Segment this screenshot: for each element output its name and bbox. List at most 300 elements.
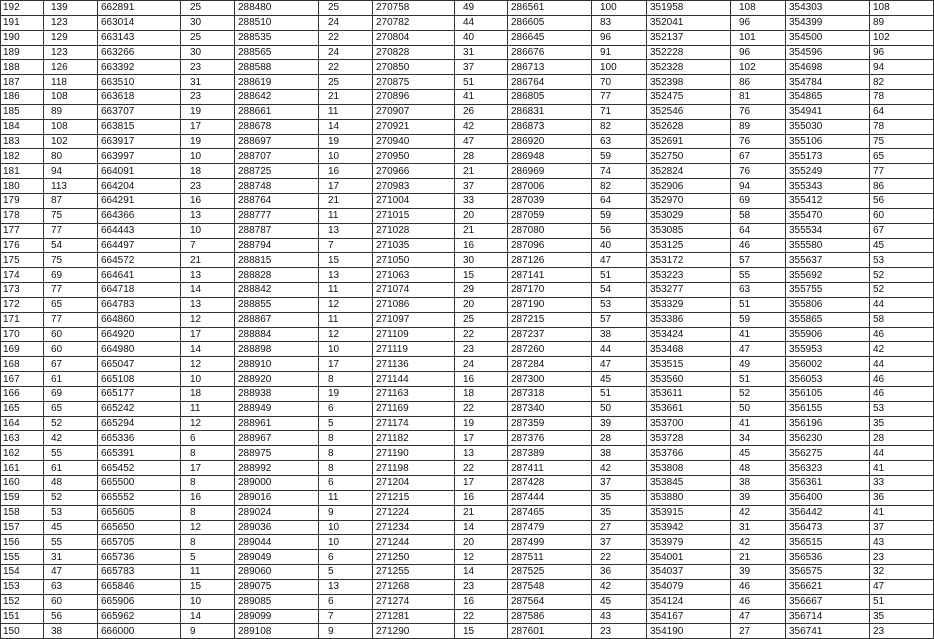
table-cell: 355637: [786, 253, 870, 268]
table-cell: 356155: [786, 401, 870, 416]
table-cell: 102: [870, 30, 934, 45]
table-cell: 287170: [508, 283, 592, 298]
table-cell: 289075: [235, 579, 319, 594]
score-cell: 191: [1, 15, 44, 30]
table-cell: 288764: [235, 193, 319, 208]
table-cell: 352824: [647, 164, 731, 179]
score-cell: 152: [1, 594, 44, 609]
score-cell: 158: [1, 505, 44, 520]
table-cell: 31: [731, 520, 786, 535]
table-cell: 24: [319, 15, 373, 30]
table-cell: 10: [181, 149, 235, 164]
score-cell: 156: [1, 535, 44, 550]
table-cell: 41: [731, 327, 786, 342]
table-cell: 19: [319, 134, 373, 149]
table-cell: 356473: [786, 520, 870, 535]
table-cell: 270896: [373, 90, 455, 105]
table-cell: 44: [870, 297, 934, 312]
table-cell: 15: [455, 624, 508, 639]
table-cell: 287411: [508, 461, 592, 476]
table-cell: 354167: [647, 609, 731, 624]
table-cell: 54: [44, 238, 98, 253]
table-cell: 61: [44, 461, 98, 476]
table-cell: 287376: [508, 431, 592, 446]
table-cell: 14: [319, 119, 373, 134]
table-row: [1, 446, 934, 461]
table-cell: 6: [319, 401, 373, 416]
score-cell: 175: [1, 253, 44, 268]
table-cell: 21: [181, 253, 235, 268]
table-cell: 82: [592, 119, 647, 134]
table-cell: 664443: [98, 223, 181, 238]
table-cell: 17: [319, 357, 373, 372]
table-cell: 12: [181, 520, 235, 535]
table-cell: 51: [870, 594, 934, 609]
table-cell: 12: [181, 416, 235, 431]
table-cell: 123: [44, 45, 98, 60]
table-cell: 37: [455, 179, 508, 194]
table-cell: 353515: [647, 357, 731, 372]
table-cell: 108: [870, 1, 934, 16]
table-cell: 13: [181, 297, 235, 312]
table-cell: 271136: [373, 357, 455, 372]
table-row: [1, 609, 934, 624]
table-cell: 289085: [235, 594, 319, 609]
table-cell: 353611: [647, 386, 731, 401]
table-cell: 288661: [235, 104, 319, 119]
table-cell: 356105: [786, 386, 870, 401]
table-cell: 8: [181, 505, 235, 520]
table-row: [1, 15, 934, 30]
table-cell: 352041: [647, 15, 731, 30]
score-cell: 162: [1, 446, 44, 461]
table-cell: 56: [592, 223, 647, 238]
table-cell: 30: [181, 15, 235, 30]
table-cell: 289000: [235, 476, 319, 491]
table-cell: 355412: [786, 193, 870, 208]
score-cell: 177: [1, 223, 44, 238]
table-cell: 270983: [373, 179, 455, 194]
table-cell: 665906: [98, 594, 181, 609]
table-cell: 22: [455, 327, 508, 342]
table-cell: 355343: [786, 179, 870, 194]
table-cell: 353029: [647, 208, 731, 223]
table-cell: 37: [592, 476, 647, 491]
table-cell: 64: [731, 223, 786, 238]
table-cell: 42: [870, 342, 934, 357]
table-cell: 352137: [647, 30, 731, 45]
table-cell: 663815: [98, 119, 181, 134]
table-cell: 356196: [786, 416, 870, 431]
table-cell: 76: [731, 164, 786, 179]
table-cell: 40: [592, 238, 647, 253]
table-cell: 23: [181, 179, 235, 194]
table-cell: 41: [870, 505, 934, 520]
table-cell: 23: [870, 550, 934, 565]
table-cell: 76: [731, 134, 786, 149]
table-row: [1, 386, 934, 401]
table-cell: 47: [44, 565, 98, 580]
table-cell: 355249: [786, 164, 870, 179]
table-cell: 13: [319, 223, 373, 238]
table-cell: 81: [731, 90, 786, 105]
table-cell: 86: [731, 75, 786, 90]
table-cell: 352546: [647, 104, 731, 119]
table-cell: 665108: [98, 372, 181, 387]
table-row: [1, 208, 934, 223]
table-cell: 355953: [786, 342, 870, 357]
table-cell: 665177: [98, 386, 181, 401]
table-row: [1, 372, 934, 387]
table-cell: 356536: [786, 550, 870, 565]
table-cell: 352691: [647, 134, 731, 149]
table-cell: 12: [319, 327, 373, 342]
table-cell: 353223: [647, 268, 731, 283]
table-cell: 42: [592, 461, 647, 476]
table-cell: 354037: [647, 565, 731, 580]
table-cell: 353085: [647, 223, 731, 238]
table-cell: 663997: [98, 149, 181, 164]
table-cell: 289049: [235, 550, 319, 565]
table-cell: 289016: [235, 490, 319, 505]
table-cell: 354784: [786, 75, 870, 90]
table-cell: 102: [731, 60, 786, 75]
table-cell: 61: [44, 372, 98, 387]
table-cell: 287215: [508, 312, 592, 327]
score-cell: 185: [1, 104, 44, 119]
table-cell: 46: [731, 594, 786, 609]
table-cell: 356714: [786, 609, 870, 624]
score-cell: 189: [1, 45, 44, 60]
table-cell: 287126: [508, 253, 592, 268]
table-cell: 51: [731, 297, 786, 312]
table-cell: 287318: [508, 386, 592, 401]
table-row: [1, 624, 934, 639]
table-cell: 288992: [235, 461, 319, 476]
table-cell: 44: [870, 446, 934, 461]
table-cell: 665605: [98, 505, 181, 520]
table-cell: 663707: [98, 104, 181, 119]
table-cell: 664783: [98, 297, 181, 312]
score-cell: 163: [1, 431, 44, 446]
table-cell: 44: [592, 342, 647, 357]
table-cell: 18: [181, 386, 235, 401]
table-cell: 663014: [98, 15, 181, 30]
table-cell: 666000: [98, 624, 181, 639]
table-cell: 271063: [373, 268, 455, 283]
table-cell: 25: [319, 1, 373, 16]
score-cell: 164: [1, 416, 44, 431]
table-cell: 51: [592, 268, 647, 283]
table-cell: 25: [181, 30, 235, 45]
table-cell: 60: [44, 327, 98, 342]
table-cell: 664204: [98, 179, 181, 194]
table-cell: 39: [731, 490, 786, 505]
table-cell: 21: [455, 505, 508, 520]
table-cell: 356230: [786, 431, 870, 446]
table-cell: 354001: [647, 550, 731, 565]
table-cell: 7: [181, 238, 235, 253]
table-cell: 46: [870, 327, 934, 342]
table-cell: 286831: [508, 104, 592, 119]
table-cell: 271169: [373, 401, 455, 416]
table-cell: 36: [870, 490, 934, 505]
table-cell: 287237: [508, 327, 592, 342]
table-cell: 32: [870, 565, 934, 580]
table-cell: 355470: [786, 208, 870, 223]
table-cell: 355534: [786, 223, 870, 238]
table-cell: 18: [181, 164, 235, 179]
table-cell: 8: [319, 461, 373, 476]
table-cell: 59: [731, 312, 786, 327]
table-cell: 663618: [98, 90, 181, 105]
table-cell: 65: [44, 297, 98, 312]
table-cell: 287340: [508, 401, 592, 416]
table-cell: 271250: [373, 550, 455, 565]
table-cell: 663392: [98, 60, 181, 75]
table-row: [1, 535, 934, 550]
table-cell: 270966: [373, 164, 455, 179]
table-cell: 353329: [647, 297, 731, 312]
table-cell: 356621: [786, 579, 870, 594]
table-cell: 23: [181, 60, 235, 75]
table-cell: 352328: [647, 60, 731, 75]
table-cell: 271004: [373, 193, 455, 208]
table-cell: 355806: [786, 297, 870, 312]
table-cell: 352228: [647, 45, 731, 60]
table-cell: 30: [455, 253, 508, 268]
table-cell: 354079: [647, 579, 731, 594]
table-cell: 96: [870, 45, 934, 60]
table-cell: 25: [181, 1, 235, 16]
table-cell: 288855: [235, 297, 319, 312]
table-cell: 52: [44, 416, 98, 431]
score-cell: 179: [1, 193, 44, 208]
table-cell: 270850: [373, 60, 455, 75]
table-cell: 22: [455, 401, 508, 416]
table-cell: 64: [592, 193, 647, 208]
table-cell: 270940: [373, 134, 455, 149]
table-cell: 287564: [508, 594, 592, 609]
table-cell: 288588: [235, 60, 319, 75]
table-cell: 287284: [508, 357, 592, 372]
table-cell: 46: [870, 372, 934, 387]
table-cell: 50: [592, 401, 647, 416]
score-cell: 166: [1, 386, 44, 401]
score-cell: 182: [1, 149, 44, 164]
table-cell: 11: [319, 104, 373, 119]
table-cell: 55: [44, 446, 98, 461]
table-cell: 287080: [508, 223, 592, 238]
table-cell: 53: [870, 253, 934, 268]
table-cell: 664497: [98, 238, 181, 253]
table-cell: 355030: [786, 119, 870, 134]
table-cell: 69: [731, 193, 786, 208]
table-cell: 271234: [373, 520, 455, 535]
table-cell: 271281: [373, 609, 455, 624]
table-cell: 288949: [235, 401, 319, 416]
table-cell: 10: [181, 372, 235, 387]
table-cell: 355106: [786, 134, 870, 149]
table-cell: 271028: [373, 223, 455, 238]
table-cell: 286920: [508, 134, 592, 149]
table-cell: 82: [592, 179, 647, 194]
table-cell: 94: [44, 164, 98, 179]
score-cell: 154: [1, 565, 44, 580]
table-cell: 23: [455, 342, 508, 357]
table-cell: 353424: [647, 327, 731, 342]
table-cell: 44: [455, 15, 508, 30]
table-cell: 9: [319, 624, 373, 639]
table-cell: 665047: [98, 357, 181, 372]
table-cell: 271050: [373, 253, 455, 268]
table-cell: 664920: [98, 327, 181, 342]
table-cell: 35: [592, 505, 647, 520]
table-cell: 271274: [373, 594, 455, 609]
table-cell: 354500: [786, 30, 870, 45]
table-cell: 9: [181, 624, 235, 639]
table-cell: 287190: [508, 297, 592, 312]
table-cell: 77: [870, 164, 934, 179]
table-row: [1, 75, 934, 90]
table-cell: 354865: [786, 90, 870, 105]
table-cell: 288642: [235, 90, 319, 105]
table-row: [1, 193, 934, 208]
table-cell: 91: [592, 45, 647, 60]
table-cell: 287586: [508, 609, 592, 624]
table-cell: 38: [592, 327, 647, 342]
table-cell: 11: [319, 490, 373, 505]
table-cell: 288920: [235, 372, 319, 387]
table-cell: 80: [44, 149, 98, 164]
table-cell: 53: [870, 401, 934, 416]
table-cell: 286873: [508, 119, 592, 134]
table-cell: 100: [592, 1, 647, 16]
table-cell: 55: [731, 268, 786, 283]
table-row: [1, 30, 934, 45]
table-cell: 288898: [235, 342, 319, 357]
table-cell: 21: [731, 550, 786, 565]
table-cell: 5: [319, 416, 373, 431]
table-body: [1, 1, 934, 639]
table-cell: 13: [181, 208, 235, 223]
table-row: [1, 119, 934, 134]
table-cell: 14: [455, 520, 508, 535]
table-cell: 17: [455, 476, 508, 491]
table-cell: 288910: [235, 357, 319, 372]
table-cell: 356002: [786, 357, 870, 372]
table-cell: 23: [455, 579, 508, 594]
score-cell: 167: [1, 372, 44, 387]
table-cell: 14: [455, 565, 508, 580]
table-cell: 42: [44, 431, 98, 446]
table-cell: 60: [44, 342, 98, 357]
table-cell: 31: [181, 75, 235, 90]
table-cell: 353468: [647, 342, 731, 357]
table-cell: 19: [319, 386, 373, 401]
table-cell: 354399: [786, 15, 870, 30]
table-cell: 13: [181, 268, 235, 283]
table-row: [1, 342, 934, 357]
table-cell: 14: [181, 283, 235, 298]
table-cell: 270782: [373, 15, 455, 30]
table-cell: 76: [731, 104, 786, 119]
table-cell: 7: [319, 609, 373, 624]
table-cell: 23: [592, 624, 647, 639]
table-cell: 31: [455, 45, 508, 60]
table-cell: 36: [592, 565, 647, 580]
score-cell: 181: [1, 164, 44, 179]
table-row: [1, 416, 934, 431]
table-row: [1, 520, 934, 535]
table-cell: 287511: [508, 550, 592, 565]
score-cell: 176: [1, 238, 44, 253]
table-cell: 45: [870, 238, 934, 253]
table-cell: 351958: [647, 1, 731, 16]
table-cell: 271255: [373, 565, 455, 580]
table-row: [1, 565, 934, 580]
table-cell: 58: [870, 312, 934, 327]
table-cell: 665705: [98, 535, 181, 550]
table-cell: 27: [731, 624, 786, 639]
table-cell: 46: [731, 238, 786, 253]
score-cell: 160: [1, 476, 44, 491]
table-cell: 665391: [98, 446, 181, 461]
table-cell: 47: [731, 342, 786, 357]
table-cell: 288815: [235, 253, 319, 268]
table-cell: 16: [455, 238, 508, 253]
table-cell: 83: [592, 15, 647, 30]
table-cell: 59: [592, 149, 647, 164]
table-cell: 15: [319, 253, 373, 268]
table-cell: 271268: [373, 579, 455, 594]
table-cell: 78: [870, 90, 934, 105]
table-cell: 29: [455, 283, 508, 298]
table-cell: 54: [592, 283, 647, 298]
table-cell: 14: [181, 342, 235, 357]
table-cell: 10: [319, 342, 373, 357]
table-cell: 71: [592, 104, 647, 119]
table-cell: 664718: [98, 283, 181, 298]
table-cell: 45: [592, 594, 647, 609]
table-cell: 108: [44, 119, 98, 134]
table-cell: 355755: [786, 283, 870, 298]
table-cell: 353560: [647, 372, 731, 387]
table-cell: 270875: [373, 75, 455, 90]
table-cell: 118: [44, 75, 98, 90]
table-cell: 23: [181, 90, 235, 105]
table-cell: 38: [44, 624, 98, 639]
table-cell: 43: [592, 609, 647, 624]
table-cell: 26: [455, 104, 508, 119]
table-cell: 287006: [508, 179, 592, 194]
table-cell: 8: [319, 446, 373, 461]
table-cell: 288938: [235, 386, 319, 401]
table-cell: 271244: [373, 535, 455, 550]
table-row: [1, 60, 934, 75]
table-cell: 15: [181, 579, 235, 594]
table-cell: 270758: [373, 1, 455, 16]
table-cell: 8: [181, 535, 235, 550]
table-cell: 13: [455, 446, 508, 461]
table-row: [1, 90, 934, 105]
table-cell: 51: [731, 372, 786, 387]
table-cell: 286645: [508, 30, 592, 45]
table-cell: 75: [44, 208, 98, 223]
table-cell: 89: [731, 119, 786, 134]
table-cell: 270921: [373, 119, 455, 134]
table-cell: 288777: [235, 208, 319, 223]
